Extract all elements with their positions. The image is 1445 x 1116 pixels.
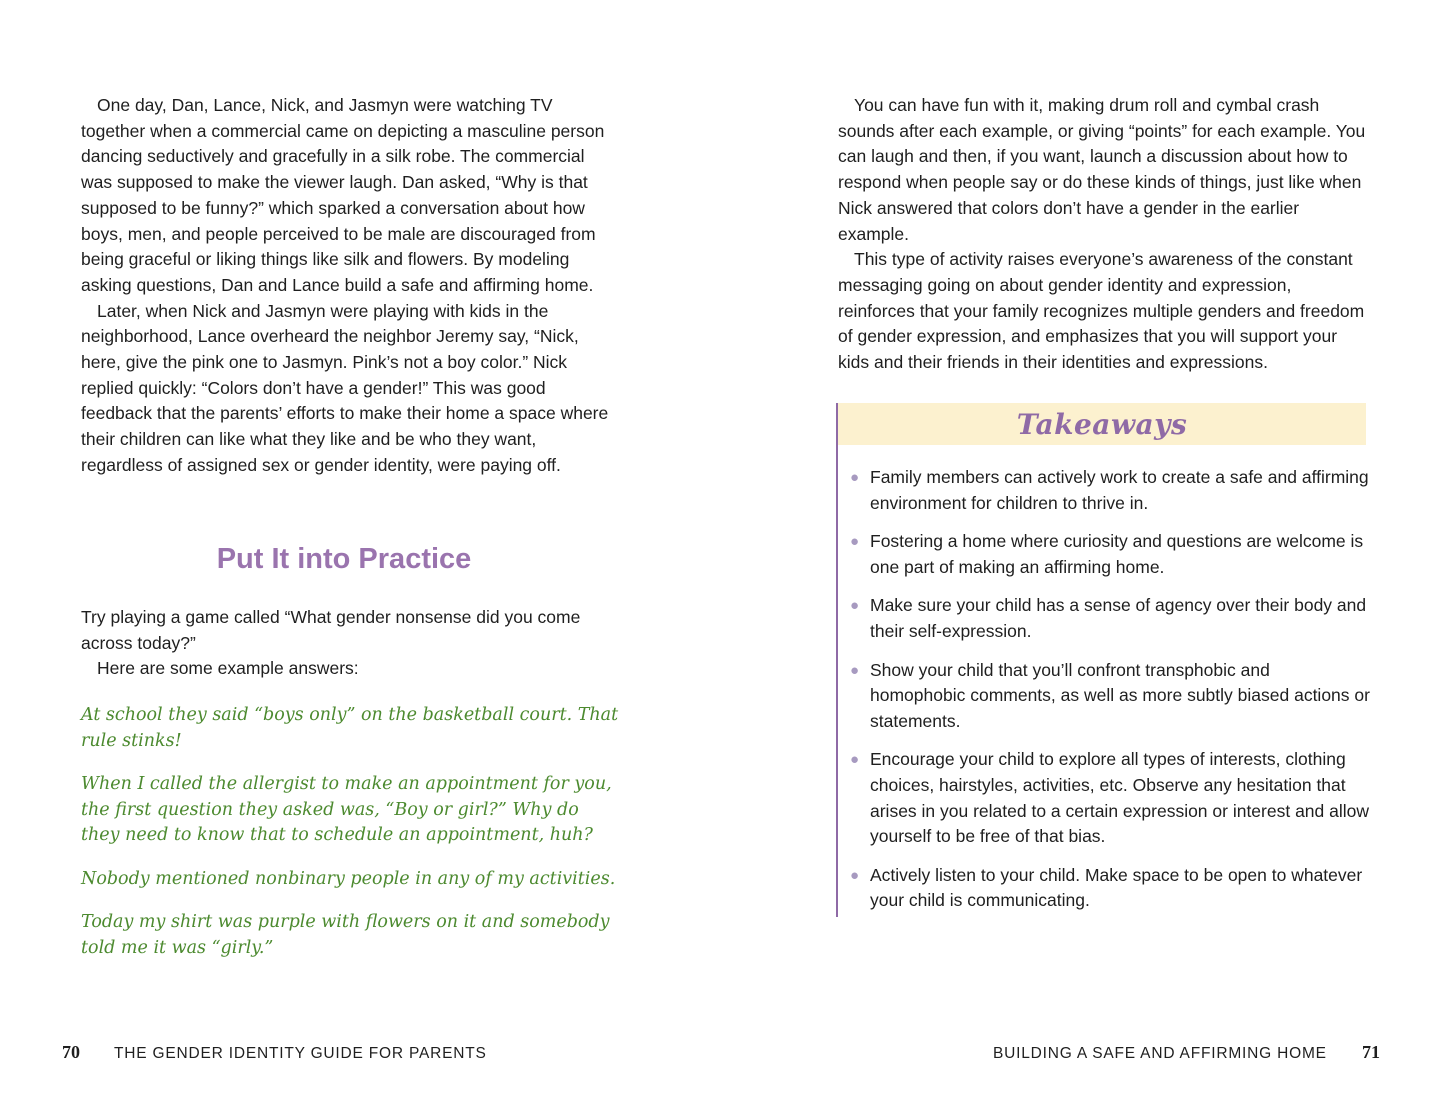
- list-item: [850, 863, 1370, 914]
- page-number: 70: [62, 1042, 80, 1062]
- list-item-text: Encourage your child to explore all types of interests, clothing choices, hairstyles, activities, etc. Observe any hesitation that arises in you related to a certain expression or interest and allow yourself to be free of that bias.: [870, 749, 1370, 847]
- running-head: THE GENDER IDENTITY GUIDE FOR PARENTS: [114, 1045, 487, 1062]
- list-item-text: Make sure your child has a sense of agency over their body and their self-expression.: [870, 595, 1367, 641]
- paragraph: This type of activity raises everyone’s awareness of the constant messaging going on about gender identity and expression, reinforces that your family recognizes multiple genders and freedom of gender expression, and emphasizes that you will support your kids and their friends in their identities and expressions.: [838, 249, 1365, 373]
- example-answers: [81, 703, 621, 979]
- list-item-text: Family members can actively work to create a safe and affirming environment for children to thrive in.: [870, 467, 1369, 513]
- page-number: 71: [1362, 1042, 1380, 1062]
- list-item: [850, 529, 1370, 580]
- bullet-icon: ●: [850, 597, 860, 615]
- list-item-text: Show your child that you’ll confront transphobic and homophobic comments, as well as more subtly biased actions or statements.: [870, 659, 1370, 731]
- section-heading: Put It into Practice: [216, 543, 472, 575]
- bullet-icon: ●: [850, 661, 860, 679]
- example-answer: At school they said “boys only” on the basketball court. That rule stinks!: [81, 705, 619, 751]
- right-body: [838, 93, 1368, 376]
- right-page: [722, 0, 1445, 1116]
- left-page: [0, 0, 722, 1116]
- list-item-text: Fostering a home where curiosity and questions are welcome is one part of making an affirming home.: [870, 531, 1364, 577]
- list-item: [850, 658, 1370, 735]
- takeaways-list: [838, 465, 1370, 914]
- paragraph: Try playing a game called “What gender nonsense did you come across today?”: [81, 607, 581, 653]
- list-item: [850, 747, 1370, 849]
- list-item-text: Actively listen to your child. Make space to be open to whatever your child is communicating.: [870, 864, 1363, 911]
- paragraph: Here are some example answers:: [97, 658, 359, 679]
- list-item: [850, 465, 1370, 516]
- takeaways-box: [836, 403, 1370, 917]
- practice-intro: [81, 605, 611, 682]
- paragraph: One day, Dan, Lance, Nick, and Jasmyn were watching TV together when a commercial came on depicting a masculine person dancing seductively and gracefully in a silk robe. The commercial was supposed to make the viewer laugh. Dan asked, “Why is that supposed to be funny?” which sparked a conversation about how boys, men, and people perceived to be male are discouraged from being graceful or liking things like silk and flowers. By modeling asking questions, Dan and Lance build a safe and affirming home.: [81, 95, 605, 295]
- example-answer: Today my shirt was purple with flowers on it and somebody told me it was “girly.”: [81, 912, 610, 958]
- paragraph: You can have fun with it, making drum roll and cymbal crash sounds after each example, or giving “points” for each example. You can laugh and then, if you want, launch a discussion about how to respond when people say or do these kinds of things, just like when Nick answered that colors don’t have a gender in the earlier example.: [838, 95, 1366, 244]
- list-item: [850, 593, 1370, 644]
- bullet-icon: ●: [850, 469, 860, 486]
- paragraph: Later, when Nick and Jasmyn were playing with kids in the neighborhood, Lance overheard the neighbor Jeremy say, “Nick, here, give the pink one to Jasmyn. Pink’s not a boy color.” Nick replied quickly: “Colors don’t have a gender!” This was good feedback that the parents’ efforts to make their home a space where their children can like what they like and be who they want, regardless of assigned sex or gender identity, were paying off.: [81, 300, 609, 475]
- bullet-icon: ●: [850, 533, 860, 551]
- running-head: BUILDING A SAFE AND AFFIRMING HOME: [993, 1045, 1327, 1062]
- takeaways-title: Takeaways: [838, 403, 1366, 445]
- bullet-icon: ●: [850, 866, 860, 884]
- left-body: [81, 93, 611, 479]
- bullet-icon: ●: [850, 751, 860, 769]
- example-answer: When I called the allergist to make an appointment for you, the first question they asked was, “Boy or girl?” Why do they need to know that to schedule an appointment, huh?: [81, 774, 612, 845]
- example-answer: Nobody mentioned nonbinary people in any of my activities.: [81, 868, 616, 889]
